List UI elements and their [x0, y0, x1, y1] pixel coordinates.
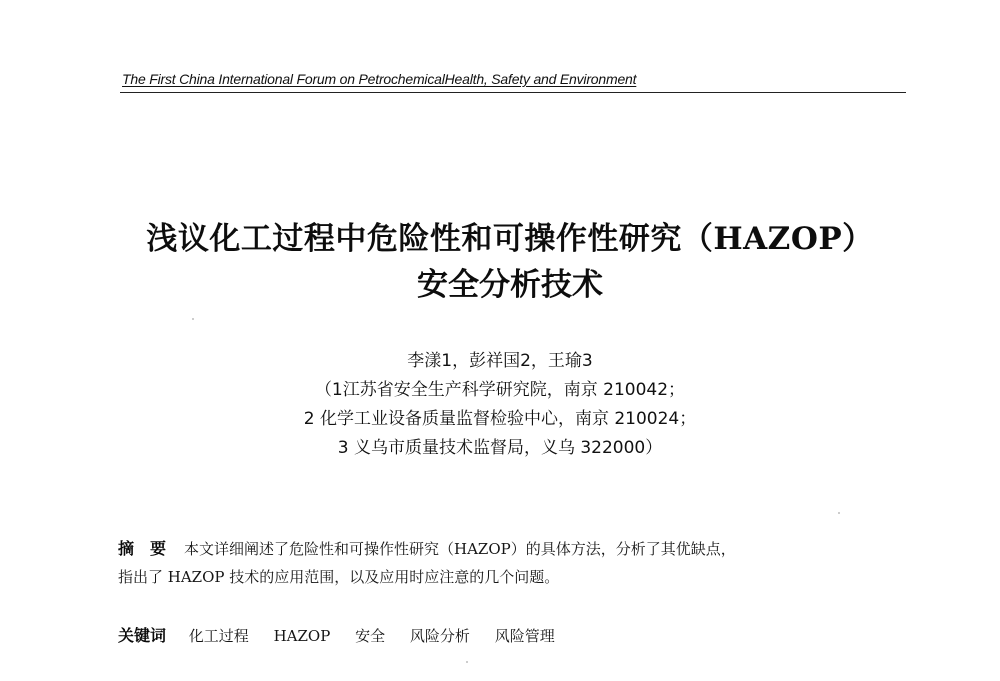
scan-speck — [466, 661, 468, 663]
author-names: 李漾1，彭祥国2，王瑜3 — [407, 351, 593, 371]
scan-speck — [838, 512, 840, 514]
abstract-line-1 — [118, 535, 918, 563]
abstract-line-2: 指出了 HAZOP 技术的应用范围，以及应用时应注意的几个问题。 — [118, 568, 560, 586]
keyword-item: 化工过程 — [188, 627, 249, 645]
paper-title-line-1: 浅议化工过程中危险性和可操作性研究（HAZOP） — [146, 221, 874, 257]
paper-title-line-2: 安全分析技术 — [417, 267, 603, 303]
scan-speck — [192, 318, 194, 320]
paper-title — [100, 216, 920, 308]
keyword-item: 安全 — [355, 627, 386, 645]
abstract — [118, 535, 918, 591]
abstract-label: 摘 要 — [118, 539, 167, 558]
author-affiliation-1: （1江苏省安全生产科学研究院，南京 210042； — [314, 380, 686, 400]
keyword-item: 风险分析 — [409, 627, 470, 645]
author-affiliation-3: 3 义乌市质量技术监督局，义乌 322000） — [337, 438, 663, 458]
keywords-label: 关键词 — [118, 626, 167, 645]
abstract-text-1: 本文详细阐述了危险性和可操作性研究（HAZOP）的具体方法，分析了其优缺点， — [184, 540, 736, 558]
keywords — [118, 624, 918, 648]
running-header — [120, 68, 906, 93]
running-header-title: The First China International Forum on PetrochemicalHealth, Safety and Environment — [122, 71, 637, 87]
author-affiliation-2: 2 化学工业设备质量监督检验中心，南京 210024； — [303, 409, 697, 429]
keyword-item: HAZOP — [273, 627, 331, 645]
keyword-item: 风险管理 — [494, 627, 555, 645]
authors-block — [150, 347, 850, 463]
